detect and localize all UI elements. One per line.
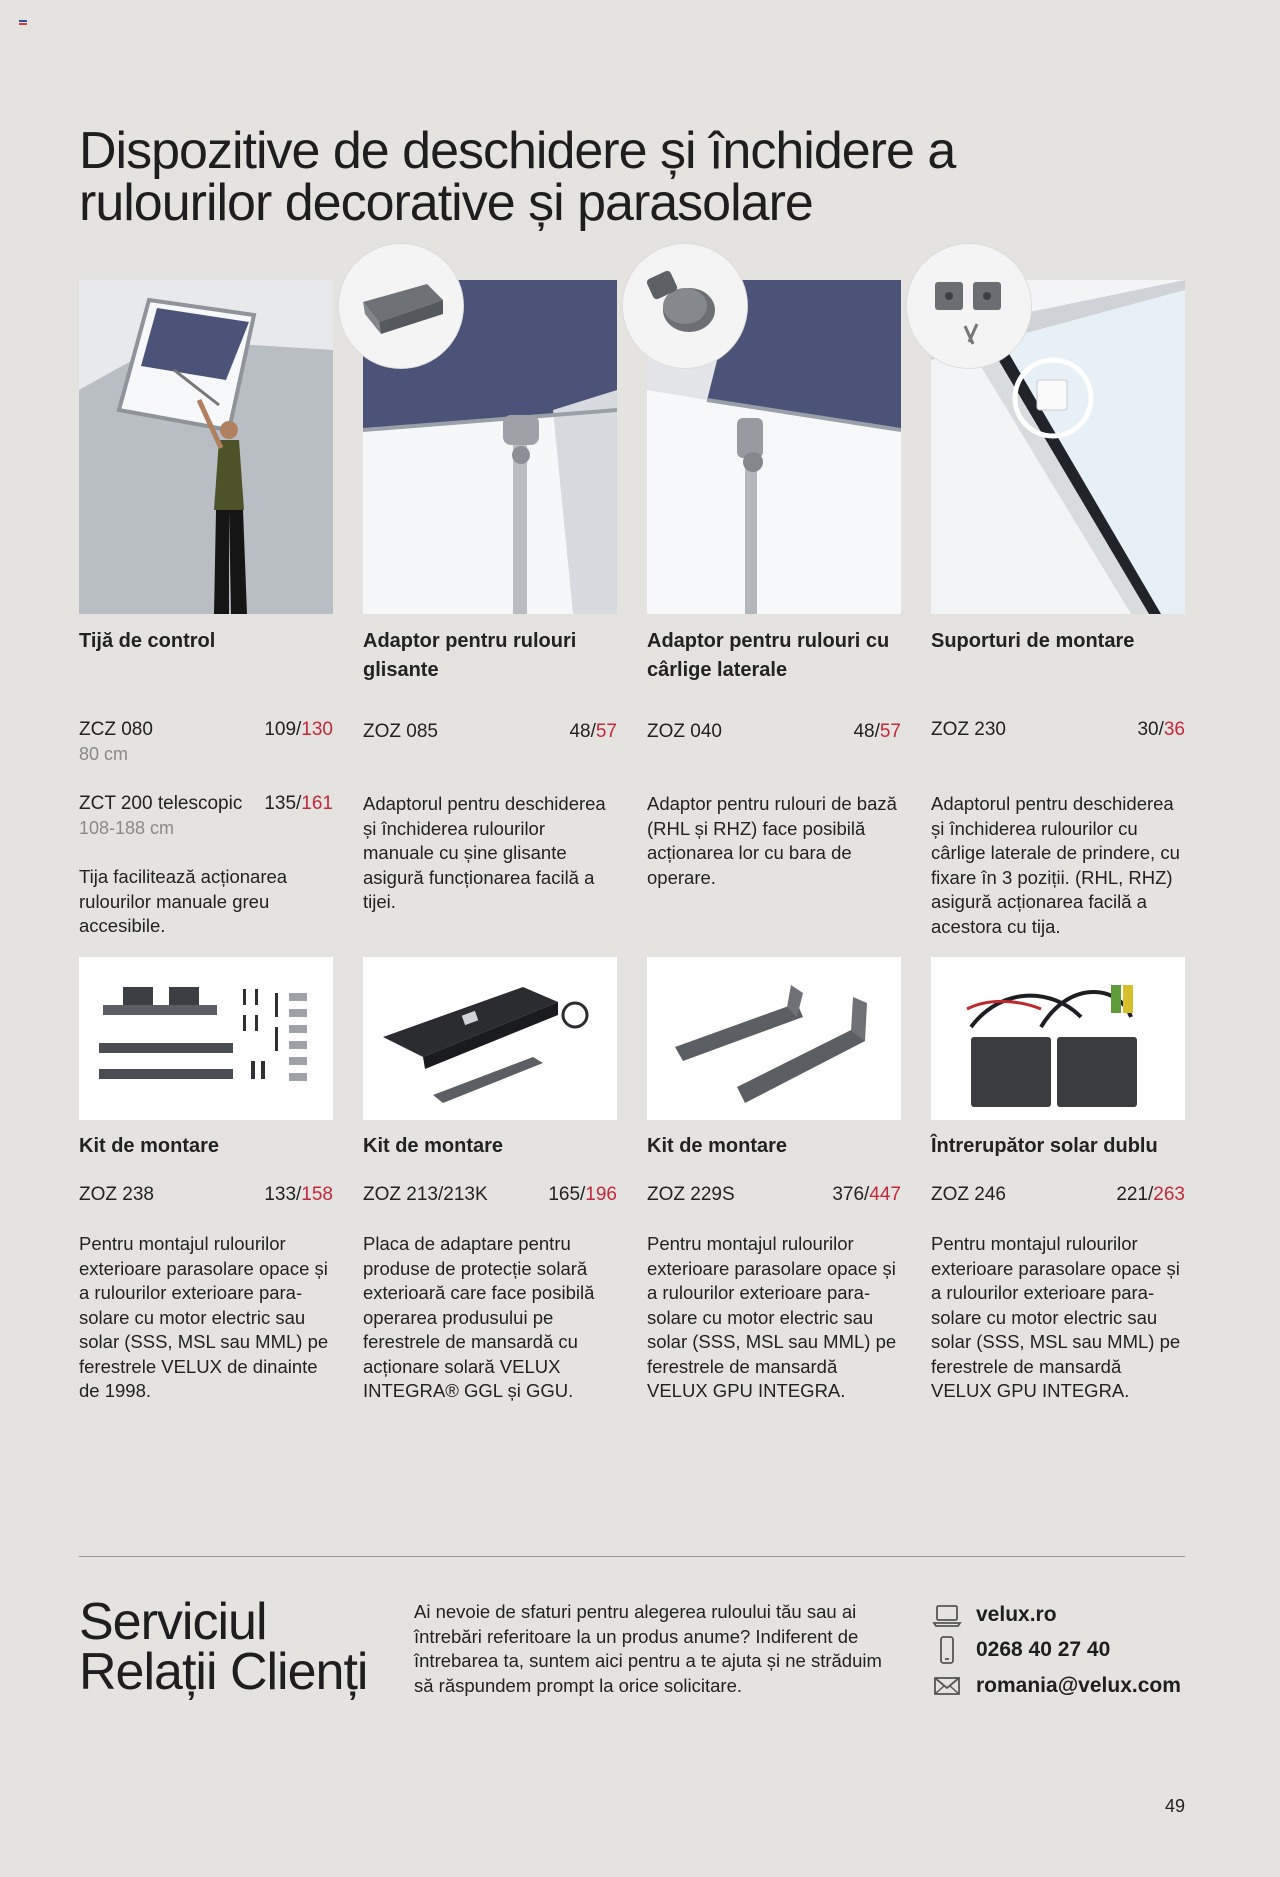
service-title [79,1593,409,1701]
page-title [79,122,979,232]
contact-phone[interactable] [932,1635,1110,1665]
product-price [1116,1183,1185,1207]
contact-email[interactable] [932,1671,1181,1701]
product-code: ZOZ 213/213K [363,1184,488,1205]
product-name: Kit de montare [363,1135,504,1157]
phone-number[interactable]: 0268 40 27 40 [976,1638,1111,1661]
section-divider [79,1556,1185,1557]
price-separator: / [1148,1184,1154,1205]
mounting-kit-zoz213-photo [363,957,617,1120]
price-new: 36 [1163,719,1185,740]
product-price [832,1183,901,1207]
phone-icon [932,1635,962,1665]
corner-mark [19,20,27,27]
price-old: 48 [853,721,875,742]
price-separator: / [296,719,302,740]
contact-website[interactable] [932,1600,1057,1630]
price-old: 165 [548,1184,581,1205]
control-rod-photo [79,280,333,614]
price-separator: / [296,1184,302,1205]
product-name: Întrerupător solar dublu [931,1135,1158,1157]
price-separator: / [590,721,596,742]
price-separator: / [864,1184,870,1205]
side-hook-adapter-closeup [623,244,747,368]
product-name: Tijă de control [79,630,216,652]
title-line-2: rulourilor decorative și parasolare [79,174,813,232]
product-code: ZOZ 229S [647,1184,735,1205]
sliding-adapter-closeup [339,244,463,368]
mounting-brackets-closeup [907,244,1031,368]
product-code: ZOZ 238 [79,1184,154,1205]
product-description: Tija facilitează acționarea rulourilor manuale greu accesibile. [79,866,288,936]
product-price [1137,718,1185,742]
product-description: Adaptor pentru rulouri de bază (RHL și RHZ) face posibilă acționarea lor cu bara de operare. [647,793,897,888]
product-code: ZOZ 085 [363,721,438,742]
price-new: 447 [869,1184,901,1205]
product-name: Kit de montare [647,1135,788,1157]
product-price [569,720,617,744]
product-code: ZOZ 230 [931,719,1006,740]
price-new: 57 [879,721,901,742]
price-separator: / [1158,719,1164,740]
website-link[interactable]: velux.ro [976,1603,1057,1626]
price-new: 161 [301,793,333,814]
price-old: 221 [1116,1184,1149,1205]
price-new: 196 [585,1184,617,1205]
price-old: 109 [264,719,297,740]
mounting-kit-zoz238-photo [79,957,333,1120]
product-code: ZOZ 246 [931,1184,1006,1205]
price-old: 133 [264,1184,297,1205]
product-description: Adaptorul pentru deschiderea și închiderea rulourilor manuale cu șine glisante asigură funcționarea facilă a tijei. [363,793,606,912]
rod-length: 108-188 cm [79,818,175,838]
price-separator: / [296,793,302,814]
laptop-icon [932,1600,962,1630]
rod-length: 80 cm [79,744,129,764]
product-code: ZCT 200 telescopic [79,793,243,814]
product-description: Pentru montajul rulourilor exterioare parasolare opace și a rulourilor exterioare para-solare cu motor electric sau solar (SSS, MSL sau MML) pe ferestrele de mansardă VELUX GPU INTEGRA. [931,1233,1181,1401]
price-separator: / [874,721,880,742]
product-description: Placa de adaptare pentru produse de protecție solară exterioară care face posibilă operarea produsului pe ferestrele de mansardă cu acționare solară VELUX INTEGRA® GGL și GGU. [363,1233,595,1401]
price-old: 135 [264,793,297,814]
product-price [264,718,333,742]
dual-solar-switch-photo [931,957,1185,1120]
price-new: 57 [595,721,617,742]
page-number: 49 [1164,1796,1185,1816]
product-price [548,1183,617,1207]
service-title-line-2: Relații Clienți [79,1643,368,1701]
product-price [264,1183,333,1207]
product-price [264,792,333,816]
product-name: Suporturi de montare [931,630,1135,652]
product-price [853,720,901,744]
price-new: 130 [301,719,333,740]
product-description: Adaptorul pentru deschiderea și închiderea rulourilor cu cârlige laterale de prindere, cu fixare în 3 poziții. (RHL, RHZ) asigură acționarea facilă a acestora cu tija. [931,793,1180,937]
product-code: ZCZ 080 [79,719,153,740]
product-description: Pentru montajul rulourilor exterioare parasolare opace și a rulourilor exterioare para-solare cu motor electric sau solar (SSS, MSL sau MML) pe ferestrele VELUX de dinainte de 1998. [79,1233,329,1401]
price-new: 158 [301,1184,333,1205]
price-old: 376 [832,1184,865,1205]
product-name: Adaptor pentru rulouri cu cârlige laterale [647,630,890,681]
title-line-1: Dispozitive de deschidere și închidere a [79,122,956,180]
service-text: Ai nevoie de sfaturi pentru alegerea ruloului tău sau ai întrebări referitoare la un produs anume? Indiferent de întrebarea ta, suntem aici pentru a te ajuta și ne străduim să răspundem prompt la orice solicitare. [414,1601,882,1696]
price-old: 48 [569,721,591,742]
product-name: Adaptor pentru rulouri glisante [363,630,577,681]
email-address[interactable]: romania@velux.com [976,1674,1181,1697]
service-title-line-1: Serviciul [79,1593,267,1651]
price-old: 30 [1137,719,1159,740]
product-description: Pentru montajul rulourilor exterioare parasolare opace și a rulourilor exterioare para-solare cu motor electric sau solar (SSS, MSL sau MML) pe ferestrele de mansardă VELUX GPU INTEGRA. [647,1233,897,1401]
product-code: ZOZ 040 [647,721,722,742]
mounting-kit-zoz229s-photo [647,957,901,1120]
price-separator: / [580,1184,586,1205]
price-new: 263 [1153,1184,1185,1205]
product-name: Kit de montare [79,1135,220,1157]
mail-icon [932,1671,962,1701]
